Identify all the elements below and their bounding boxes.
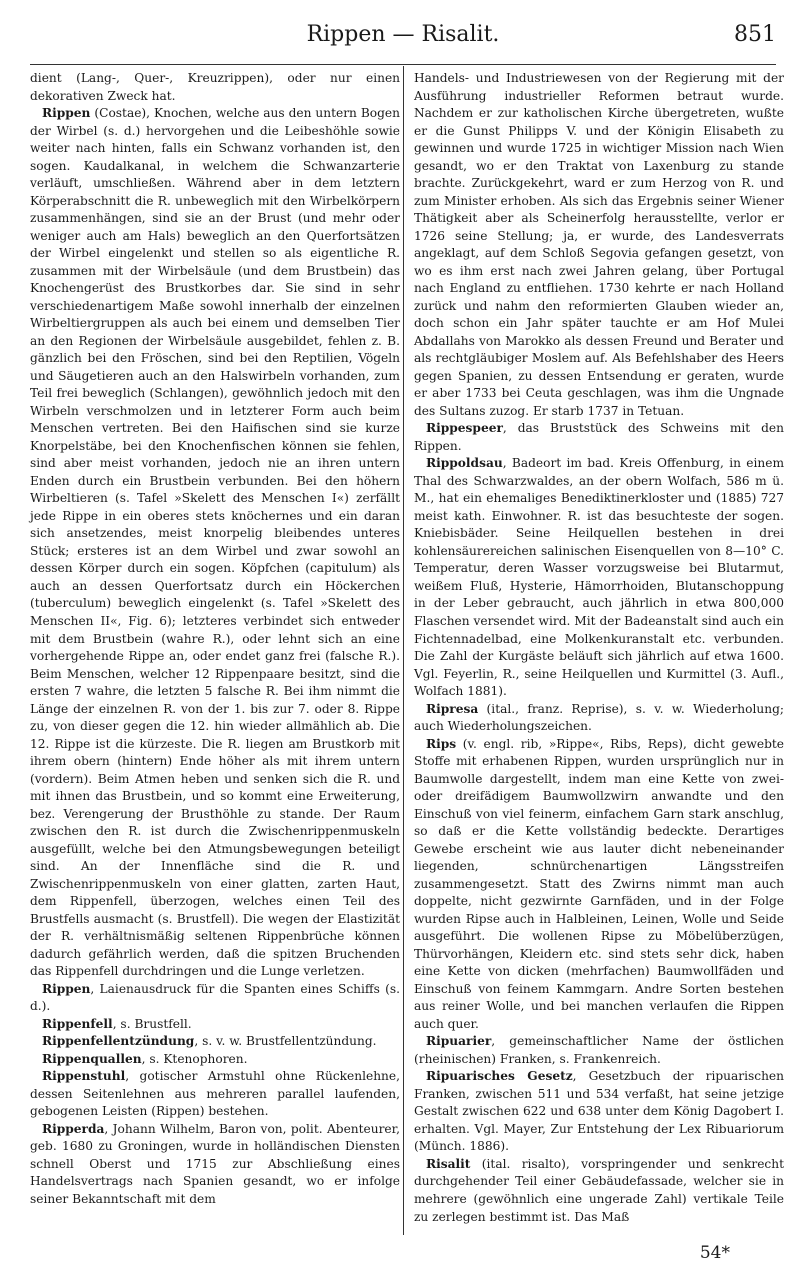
entry-text: , s. v. w. Brustfellentzündung. bbox=[194, 1034, 377, 1049]
entry bbox=[414, 455, 784, 700]
running-title: Rippen — Risalit. bbox=[306, 22, 500, 47]
page-header bbox=[30, 22, 776, 58]
entry-text: , Badeort im bad. Kreis Offenburg, in einem Thal des Schwarzwaldes, an der obern Wolfach, 586 m ü. M., hat ein ehemaliges Benediktinerkloster und (1885) 727 meist kath. Einwohner. R. ist das besuchteste der sogen. Kniebisbäder. Seine Heilquellen bestehen in drei kohlensäurereichen salinischen Eisenquellen von 8—10° C. Temperatur, deren Wasser vorzugsweise bei Blutarmut, weißem Fluß, Hysterie, Hämorrhoiden, Blutanschoppung in der Leber gebraucht, auch jährlich in etwa 800,000 Flaschen versendet wird. Mit der Badeanstalt sind auch ein Fichtennadelbad, eine Molkenkuranstalt etc. verbunden. Die Zahl der Kurgäste beläuft sich jährlich auf etwa 1600. Vgl. Feyerlin, R., seine Heilquellen und Kurmittel (3. Aufl., Wolfach 1881). bbox=[414, 456, 784, 699]
entry bbox=[414, 420, 784, 455]
entry-headword: Rippespeer bbox=[426, 421, 503, 436]
entry-headword: Ripperda bbox=[42, 1121, 105, 1136]
entry-text: , s. Brustfell. bbox=[112, 1016, 192, 1031]
entry bbox=[414, 1068, 784, 1156]
entry-headword: Rippenfellentzündung bbox=[42, 1034, 195, 1049]
entry-text: (v. engl. rib, »Rippe«, Ribs, Reps), dicht gewebte Stoffe mit erhabenen Rippen, wurden ursprünglich nur in Baumwolle dargestellt, indem man eine Kette von zwei- oder dreifädigem Baumwollzwirn anwandte und den Einschuß von viel feinerm, einfachem Garn stark anschlug, so daß er die Kette vollständig bedeckte. Derartiges Gewebe erscheint wie aus lauter dicht nebeneinander liegenden, schnürchenartigen Längsstreifen zusammengesetzt. Statt des Zwirns nimmt man auch doppelte, nicht gezwirnte Garnfäden, und in der Folge wurden Ripse auch in Halbleinen, Leinen, Wolle und Seide ausgeführt. Die wollenen Ripse zu Möbelüberzügen, Thürvorhängen, Kleidern etc. sind stets sehr dick, haben eine Kette von dicken (mehrfachen) Baumwollfäden und Einschuß von feinem Kammgarn. Andre Sorten bestehen aus reiner Wolle, und bei manchen verlaufen die Rippen auch quer. bbox=[414, 736, 784, 1031]
entry bbox=[30, 1051, 400, 1069]
entry-text: , Gesetzbuch der ripuarischen Franken, zwischen 511 und 534 verfaßt, hat seine jetzige Gestalt zwischen 622 und 638 unter dem König Dagobert I. erhalten. Vgl. Mayer, Zur Entstehung der Lex Ribuariorum (Münch. 1886). bbox=[414, 1069, 784, 1154]
entry-headword: Rippenfell bbox=[42, 1016, 113, 1031]
entry-text: , Laienausdruck für die Spanten eines Schiffs (s. d.). bbox=[30, 981, 400, 1014]
entry-headword: Rippen bbox=[42, 106, 91, 121]
entry-continuation bbox=[414, 70, 784, 420]
entry-text: dient (Lang-, Quer-, Kreuzrippen), oder nur einen dekorativen Zweck hat. bbox=[30, 71, 400, 103]
entry-text: , das Bruststück des Schweins mit den Rippen. bbox=[414, 421, 784, 453]
entry-headword: Ripresa bbox=[426, 701, 479, 716]
entry bbox=[30, 981, 400, 1016]
entry-headword: Rippenstuhl bbox=[42, 1069, 126, 1084]
header-rule bbox=[30, 64, 776, 65]
entry bbox=[30, 1121, 400, 1209]
signature-mark: 54* bbox=[699, 1243, 730, 1263]
entry bbox=[30, 105, 400, 981]
entry-headword: Ripuarier bbox=[426, 1034, 492, 1049]
entry-headword: Rippen bbox=[42, 981, 91, 996]
entry bbox=[30, 1068, 400, 1121]
entry-text: , Johann Wilhelm, Baron von, polit. Abenteurer, geb. 1680 zu Groningen, wurde in holländischen Diensten schnell Oberst und 1715 zur Abschließung eines Handelsvertrags nach Spanien gesandt, wo er infolge seiner Bekanntschaft mit dem bbox=[30, 1121, 400, 1206]
right-column bbox=[414, 70, 784, 1226]
page-number: 851 bbox=[734, 22, 776, 47]
entry bbox=[414, 701, 784, 736]
entry-text: Handels- und Industriewesen von der Regierung mit der Ausführung industrieller Reformen betraut wurde. Nachdem er zur katholischen Kirche übergetreten, wußte er die Gunst Philipps V. und der Königin Elisabeth zu gewinnen und wurde 1725 in wichtiger Mission nach Wien gesandt, wo er den Traktat von Laxenburg zu stande brachte. Zurückgekehrt, ward er zum Herzog von R. und zum Minister erhoben. Als sich das Ergebnis seiner Wiener Thätigkeit aber als Scheinerfolg herausstellte, verlor er 1726 seine Stellung; ja, er wurde, des Landesverrats angeklagt, auf dem Schloß Segovia gefangen gesetzt, von wo es ihm erst nach zwei Jahren gelang, über Portugal nach England zu entfliehen. 1730 kehrte er nach Holland zurück und nahm den reformierten Glauben wieder an, doch schon ein Jahr später tauchte er am Hof Mulei Abdallahs von Marokko als dessen Freund und Berater und als rechtgläubiger Moslem auf. Als Befehlshaber des Heers gegen Spanien, zu dessen Entsendung er geraten, wurde er aber 1733 bei Ceuta geschlagen, was ihm die Ungnade des Sultans zuzog. Er starb 1737 in Tetuan. bbox=[414, 71, 784, 418]
entry-text: (ital. risalto), vorspringender und senkrecht durchgehender Teil einer Gebäudefassade, welcher sie in mehrere (gewöhnlich eine ungerade Zahl) vertikale Teile zu zerlegen bestimmt ist. Das Maß bbox=[414, 1156, 784, 1224]
entry-headword: Rippenquallen bbox=[42, 1051, 142, 1066]
entry-continuation bbox=[30, 70, 400, 105]
entry-text: (ital., franz. Reprise), s. v. w. Wiederholung; auch Wiederholungszeichen. bbox=[414, 701, 784, 734]
entry bbox=[414, 1156, 784, 1226]
entry bbox=[30, 1033, 400, 1051]
entry bbox=[414, 736, 784, 1034]
entry-headword: Risalit bbox=[426, 1156, 471, 1171]
left-column bbox=[30, 70, 400, 1209]
entry-text: , s. Ktenophoren. bbox=[141, 1051, 248, 1066]
entry-text: (Costae), Knochen, welche aus den untern Bogen der Wirbel (s. d.) hervorgehen und die Leibeshöhle sowie weiter nach hinten, falls ein Schwanz vorhanden ist, den sogen. Kaudalkanal, in welchem die Schwanzarterie verläuft, umschließen. Während aber in dem letztern Körperabschnitt die R. unbeweglich mit den Wirbelkörpern zusammenhängen, sind sie an der Brust (und mehr oder weniger auch am Hals) beweglich an den Querfortsätzen der Wirbel eingelenkt und stellen so als eigentliche R. zusammen mit der Wirbelsäule (und dem Brustbein) das Knochengerüst des Brustkorbes dar. Sie sind in sehr verschiedenartigem Maße sowohl innerhalb der einzelnen Wirbeltiergruppen als auch bei einem und demselben Tier an den Regionen der Wirbelsäule ausgebildet, fehlen z. B. gänzlich bei den Fröschen, sind bei den Reptilien, Vögeln und Säugetieren auch an den Halswirbeln vorhanden, zum Teil frei beweglich (Schlangen), gewöhnlich jedoch mit den Wirbeln verschmolzen und in letzterer Form auch beim Menschen vertreten. Bei den Haifischen sind sie kurze Knorpelstäbe, bei den Knochenfischen können sie fehlen, sind aber meist vorhanden, jedoch nie an ihren untern Enden durch ein Brustbein verbunden. Bei den höhern Wirbeltieren (s. Tafel »Skelett des Menschen I«) zerfällt jede Rippe in ein oberes stets knöchernes und ein daran sich ansetzendes, meist knorpelig bleibendes unteres Stück; ersteres ist an dem Wirbel und zwar sowohl an dessen Körper durch ein sogen. Köpfchen (capitulum) als auch an dessen Querfortsatz durch ein Höckerchen (tuberculum) beweglich eingelenkt (s. Tafel »Skelett des Menschen II«, Fig. 6); letzteres verbindet sich entweder mit dem Brustbein (wahre R.), oder lehnt sich an eine vorhergehende Rippe an, oder endet ganz frei (falsche R.). Beim Menschen, welcher 12 Rippenpaare besitzt, sind die ersten 7 wahre, die letzten 5 falsche R. Bei ihm nimmt die Länge der einzelnen R. von der 1. bis zur 7. oder 8. Rippe zu, von dieser gegen die 12. hin wieder allmählich ab. Die 12. Rippe ist die kürzeste. Die R. liegen am Brustkorb mit ihrem obern (hintern) Ende höher als mit ihrem untern (vordern). Beim Atmen heben und senken sich die R. und mit ihnen das Brustbein, und so kommt eine Erweiterung, bez. Verengerung der Brusthöhle zu stande. Der Raum zwischen den R. ist durch die Zwischenrippenmuskeln ausgefüllt, welche bei den Atmungsbewegungen beteiligt sind. An der Innenfläche sind die R. und Zwischenrippenmuskeln von einer glatten, zarten Haut, dem Rippenfell, überzogen, welches einen Teil des Brustfells ausmacht (s. Brustfell). Die wegen der Elastizität der R. verhältnismäßig seltenen Rippenbrüche können dadurch gefährlich werden, daß die spitzen Bruchenden das Rippenfell durchdringen und die Lunge verletzen. bbox=[30, 106, 400, 979]
entry-text: , gotischer Armstuhl ohne Rückenlehne, dessen Seitenlehnen aus mehreren parallel laufenden, gebogenen Leisten (Rippen) bestehen. bbox=[30, 1069, 400, 1119]
entry-headword: Ripuarisches Gesetz bbox=[426, 1069, 573, 1084]
entry bbox=[414, 1033, 784, 1068]
entry bbox=[30, 1016, 400, 1034]
entry-headword: Rippoldsau bbox=[426, 456, 503, 471]
entry-headword: Rips bbox=[426, 736, 457, 751]
column-divider bbox=[403, 66, 404, 1235]
entry-text: , gemeinschaftlicher Name der östlichen (rheinischen) Franken, s. Frankenreich. bbox=[414, 1034, 784, 1066]
